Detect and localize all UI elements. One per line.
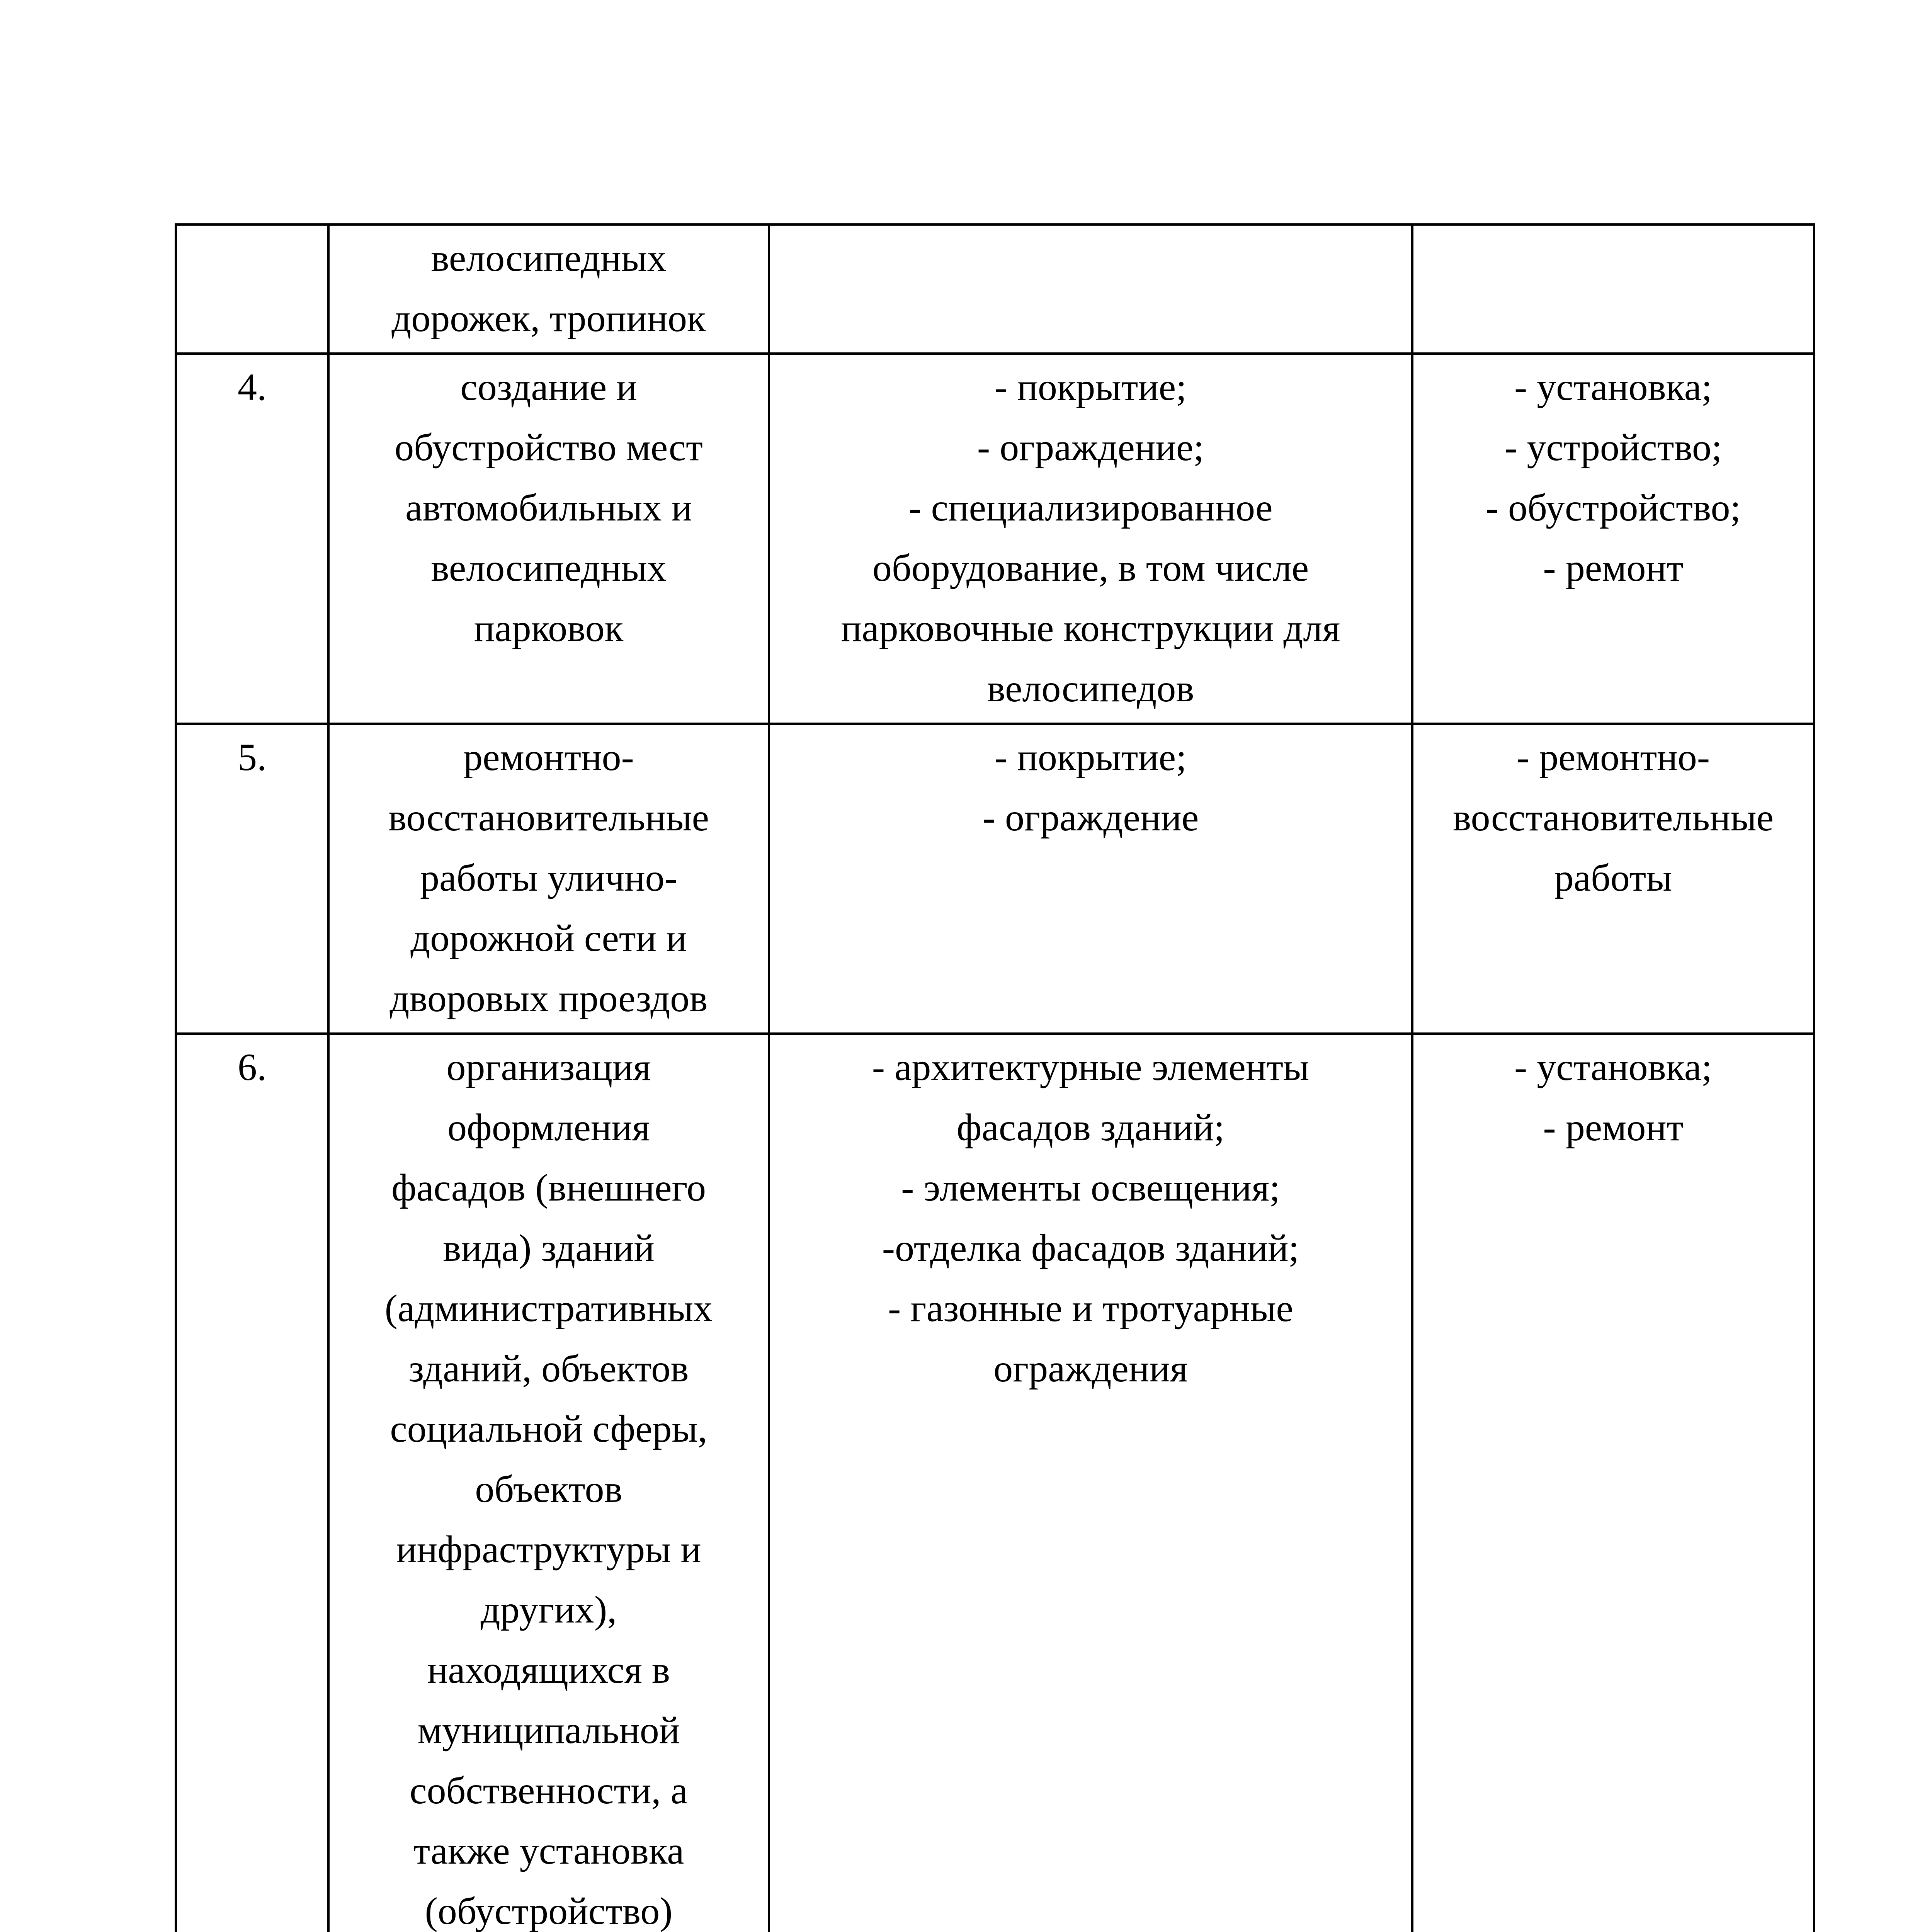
row-number-cell: 6. <box>176 1034 328 1932</box>
table-row <box>176 1034 1814 1932</box>
row-number-cell: 5. <box>176 724 328 1034</box>
works-cell: - установка; - устройство; - обустройство; - ремонт <box>1412 354 1814 724</box>
work-type-cell: организация оформления фасадов (внешнего вида) зданий (административных зданий, объектов социальной сферы, объектов инфраструктуры и других), находящихся в муниципальной собственности, а также установка (обустройство) <box>328 1034 769 1932</box>
landscaping-works-table <box>175 223 1815 1932</box>
table-row <box>176 224 1814 354</box>
works-cell: - ремонтно- восстановительные работы <box>1412 724 1814 1034</box>
table-row <box>176 724 1814 1034</box>
work-type-cell: велосипедных дорожек, тропинок <box>328 224 769 354</box>
work-type-cell: ремонтно- восстановительные работы улично- дорожной сети и дворовых проездов <box>328 724 769 1034</box>
work-type-cell: создание и обустройство мест автомобильных и велосипедных парковок <box>328 354 769 724</box>
elements-cell: - покрытие; - ограждение; - специализированное оборудование, в том числе парковочные конструкции для велосипедов <box>769 354 1412 724</box>
works-cell: - установка; - ремонт <box>1412 1034 1814 1932</box>
row-number-cell: 4. <box>176 354 328 724</box>
table-row <box>176 354 1814 724</box>
elements-cell: - покрытие; - ограждение <box>769 724 1412 1034</box>
elements-cell: - архитектурные элементы фасадов зданий; - элементы освещения; -отделка фасадов зданий; - газонные и тротуарные ограждения <box>769 1034 1412 1932</box>
elements-cell <box>769 224 1412 354</box>
row-number-cell <box>176 224 328 354</box>
works-cell <box>1412 224 1814 354</box>
